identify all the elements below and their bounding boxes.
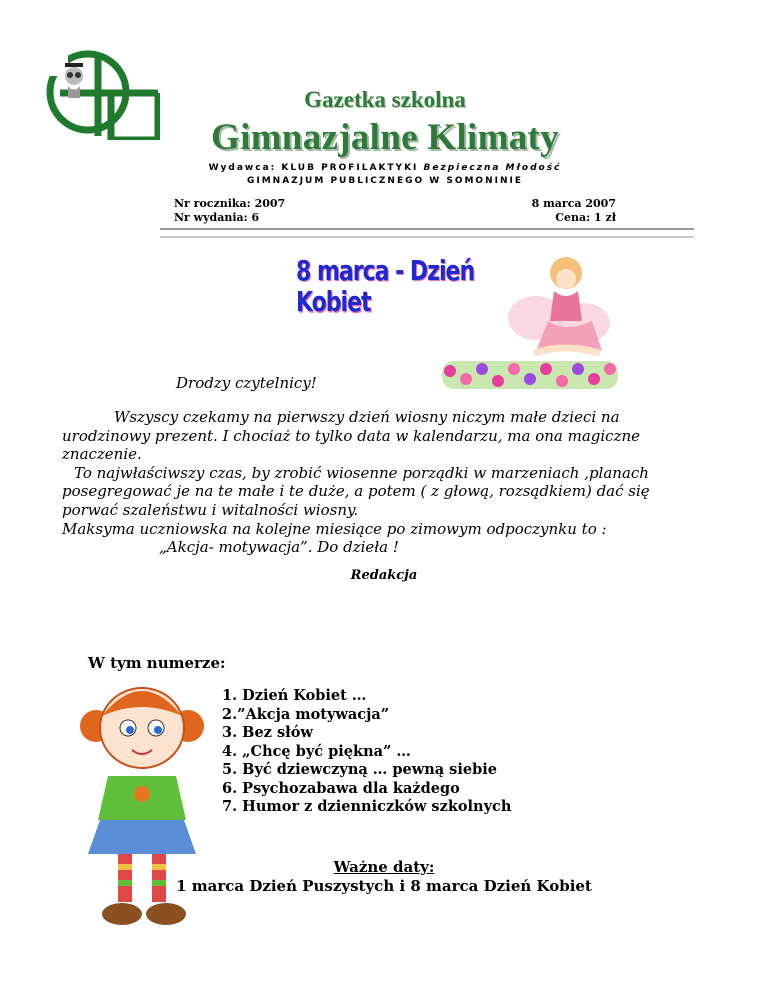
letter-paragraph-1: Wszyscy czekamy na pierwszy dzień wiosny niczym małe dzieci na urodzinowy prezent. I chociaż to tylko data w kalendarzu, ma ona magiczne znaczenie. [62,408,641,464]
volume-number: Nr rocznika: 2007 [174,197,286,210]
contents-item: 1. Dzień Kobiet … [222,687,367,704]
letter-signature: Redakcja [350,568,418,583]
issue-date: 8 marca 2007 [531,197,616,210]
womens-day-banner: 8 marca - Dzień Kobiet [296,256,475,319]
contents-heading: W tym numerze: [88,654,226,672]
contents-item: 6. Psychozabawa dla każdego [222,779,460,797]
publisher-prefix: Wydawca: KLUB PROFILAKTYKI [208,163,424,173]
cartoon-girl-illustration-icon [76,676,208,936]
publisher-school: GIMNAZJUM PUBLICZNEGO W SOMONINIE [246,176,523,186]
newspaper-title: Gimnazjalne Klimaty [211,117,559,158]
issue-number: Nr wydania: 6 [174,211,260,224]
letter-paragraph-3: Maksyma uczniowska na kolejne miesiące po zimowym odpoczynku to : [62,519,607,538]
issue-meta-left [174,197,285,225]
header-divider [160,228,694,238]
important-dates-heading: Ważne daty: [333,858,435,876]
flower-row [442,361,618,389]
contents-item: 2.”Akcja motywacja” [222,705,390,723]
contents-item: 3. Bez słów [222,724,313,741]
publisher-info [150,162,620,188]
fairy-girl-illustration-icon [436,243,622,393]
contents-item: 5. Być dziewczyną … pewną siebie [222,761,497,778]
issue-price: Cena: 1 zł [555,211,616,224]
issue-meta-right [520,197,616,225]
letter-greeting: Drodzy czytelnicy! [176,374,317,392]
school-logo-icon [38,46,160,140]
newspaper-subtitle: Gazetka szkolna [304,87,466,112]
editorial-letter [62,408,702,557]
contents-item: 7. Humor z dzienniczków szkolnych [222,798,512,815]
contents-item: 4. „Chcę być piękna” … [222,742,411,760]
letter-paragraph-2: To najwłaściwszy czas, by zrobić wiosenne porządki w marzeniach ,planach posegregować je na te małe i te duże, a potem ( z głową, rozsądkiem) dać się porwać szaleństwu i witalności wiosny. [62,463,650,519]
contents-list [222,687,511,817]
important-dates-line: 1 marca Dzień Puszystych i 8 marca Dzień Kobiet [176,877,592,895]
publisher-club-name: Bezpieczna Młodość [423,163,562,173]
letter-paragraph-4: „Akcja- motywacja”. Do dzieła ! [159,538,399,557]
